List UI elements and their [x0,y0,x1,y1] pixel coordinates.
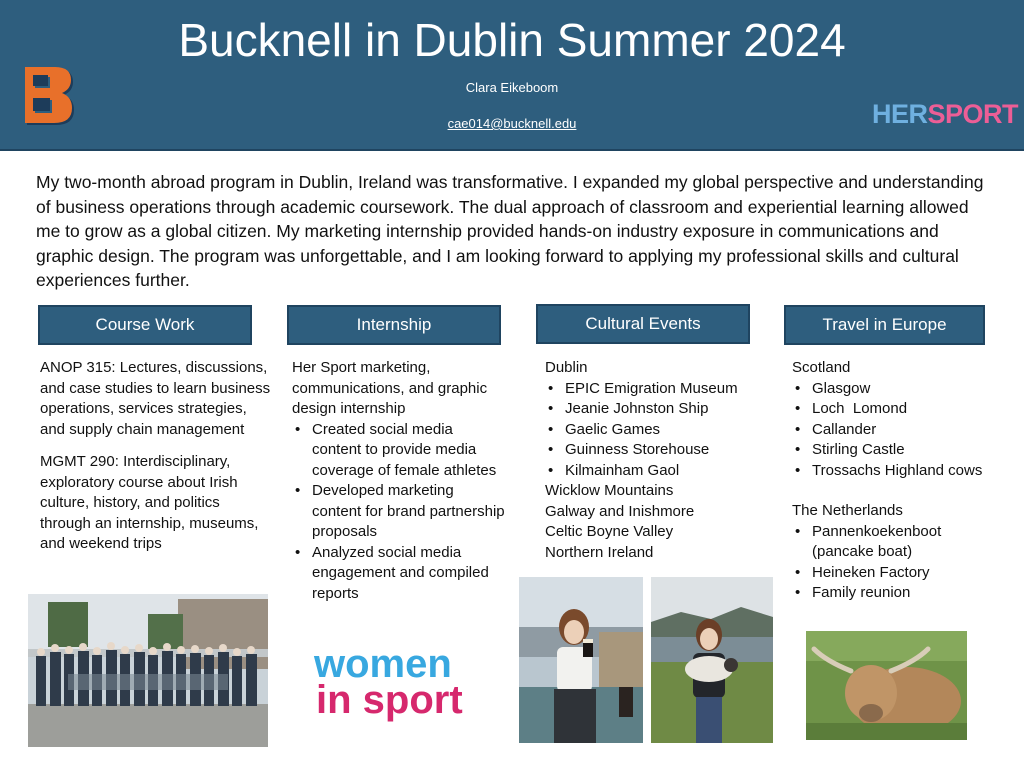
travel-column [792,358,1014,604]
dublin-item: • Gaelic Games [545,420,765,441]
her-sport-logo-sport: SPORT [927,99,1019,129]
highland-cow-photo [806,631,967,740]
dublin-bullets [545,379,765,482]
scotland-item: • Trossachs Highland cows [792,461,1014,482]
internship-bullet: • Analyzed social media engagement and compiled reports [292,543,506,605]
dublin-item: • Kilmainham Gaol [545,461,765,482]
internship-column [292,358,506,604]
scotland-bullets [792,379,1014,482]
netherlands-item: • Pannenkoekenboot (pancake boat) [792,522,962,563]
page-title: Bucknell in Dublin Summer 2024 [178,14,846,66]
lamb-photo [651,577,773,743]
dublin-item: • Jeanie Johnston Ship [545,399,765,420]
course-mgmt-290: MGMT 290: Interdisciplinary, exploratory course about Irish culture, history, and politics through an internship, museums, and weekend trips [40,453,259,552]
women-in-sport-logo [314,642,463,722]
her-sport-logo [872,97,1018,131]
scotland-item: • Glasgow [792,379,1014,400]
scotland-item: • Callander [792,420,1014,441]
course-work-heading: Course Work [38,305,252,345]
cultural-place: Celtic Boyne Valley [545,523,674,540]
netherlands-item: • Heineken Factory [792,563,1014,584]
cultural-group-dublin: Dublin [545,359,588,376]
author-name: Clara Eikeboom [465,80,559,95]
internship-intro: Her Sport marketing, communications, and graphic design internship [292,359,488,417]
her-sport-logo-her: HER [872,99,928,129]
cultural-events-heading: Cultural Events [536,304,750,344]
author-email-link[interactable]: cae014@bucknell.edu [447,116,577,131]
travel-group-netherlands: The Netherlands [792,502,903,519]
course-anop-315: ANOP 315: Lectures, discussions, and case studies to learn business operations, services strategies, and supply chain management [40,359,271,438]
internship-bullets [292,420,506,605]
intro-paragraph: My two-month abroad program in Dublin, Ireland was transformative. I expanded my global perspective and understanding of business operations through academic coursework. The dual approach of classroom and experiential learning allowed me to grow as a global citizen. My marketing internship provided hands-on industry exposure in communications and graphic design. The program was unforgettable, and I am looking forward to applying my professional skills and cultural experiences further. [36,172,984,290]
cultural-place: Galway and Inishmore [545,502,695,520]
header-banner [0,0,1024,151]
travel-europe-heading: Travel in Europe [784,305,985,345]
netherlands-bullets [792,522,1014,604]
cultural-place: Wicklow Mountains [545,482,674,499]
internship-bullet: • Created social media content to provide media coverage of female athletes [292,420,506,482]
dublin-item: • Guinness Storehouse [545,440,765,461]
dublin-item: • EPIC Emigration Museum [545,379,765,400]
guinness-photo [519,577,643,743]
internship-heading: Internship [287,305,501,345]
cultural-events-column [545,358,765,563]
women-in-sport-line2: in sport [316,678,463,722]
course-work-column [40,358,272,567]
group-photo [28,594,268,747]
scotland-item: • Stirling Castle [792,440,1014,461]
netherlands-item: • Family reunion [792,583,1014,604]
internship-bullet: • Developed marketing content for brand partnership proposals [292,481,506,543]
women-in-sport-line1: women [314,642,452,686]
scotland-item: • Loch Lomond [792,399,1014,420]
cultural-place: Northern Ireland [545,543,654,561]
travel-group-scotland: Scotland [792,359,851,376]
